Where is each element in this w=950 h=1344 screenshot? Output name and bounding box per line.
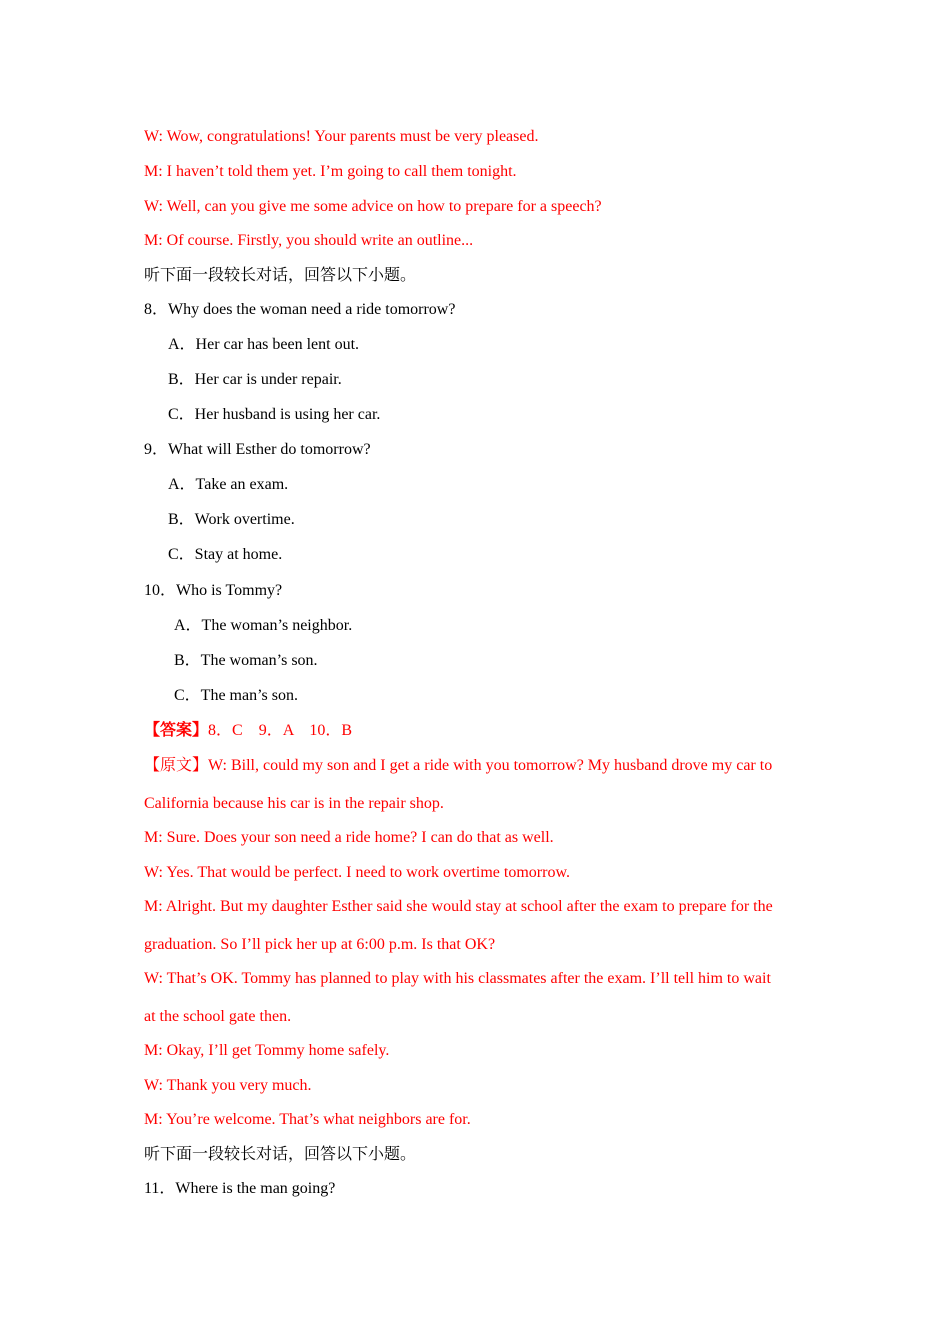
original-line: M: Sure. Does your son need a ride home? I can do that as well.	[144, 829, 554, 846]
question-8-option-b: B．Her car is under repair.	[168, 371, 342, 388]
question-9-stem: 9．What will Esther do tomorrow?	[144, 441, 371, 458]
section-instruction: 听下面一段较长对话，回答以下小题。	[144, 267, 417, 284]
question-10-option-a: A．The woman’s neighbor.	[174, 617, 353, 634]
transcript-line: W: Well, can you give me some advice on how to prepare for a speech?	[144, 198, 602, 215]
question-11-stem: 11．Where is the man going?	[144, 1180, 336, 1197]
section-instruction: 听下面一段较长对话，回答以下小题。	[144, 1146, 417, 1163]
original-line: California because his car is in the repair shop.	[144, 795, 444, 812]
question-9-option-b: B．Work overtime.	[168, 511, 295, 528]
original-line: M: Okay, I’ll get Tommy home safely.	[144, 1042, 390, 1059]
answer-line	[144, 721, 352, 741]
original-label: 【原文】	[144, 757, 209, 774]
transcript-line: M: I haven’t told them yet. I’m going to call them tonight.	[144, 163, 517, 180]
question-10-stem: 10．Who is Tommy?	[144, 582, 283, 599]
original-line: M: You’re welcome. That’s what neighbors are for.	[144, 1111, 471, 1128]
question-9-option-a: A．Take an exam.	[168, 476, 289, 493]
answer-text: 8．C 9．A 10．B	[208, 722, 353, 739]
question-10-option-b: B．The woman’s son.	[174, 652, 318, 669]
transcript-line: M: Of course. Firstly, you should write an outline...	[144, 232, 474, 249]
question-8-stem: 8．Why does the woman need a ride tomorrow?	[144, 301, 456, 318]
original-line: W: Yes. That would be perfect. I need to work overtime tomorrow.	[144, 864, 570, 881]
question-8-option-c: C．Her husband is using her car.	[168, 406, 381, 423]
answer-label: 【答案】	[144, 722, 209, 739]
original-line: M: Alright. But my daughter Esther said she would stay at school after the exam to prepare for the	[144, 898, 773, 915]
original-line: W: Thank you very much.	[144, 1077, 312, 1094]
original-text: W: Bill, could my son and I get a ride with you tomorrow? My husband drove my car to	[208, 757, 773, 774]
transcript-line: W: Wow, congratulations! Your parents must be very pleased.	[144, 128, 539, 145]
original-line: graduation. So I’ll pick her up at 6:00 p.m. Is that OK?	[144, 936, 496, 953]
question-8-option-a: A．Her car has been lent out.	[168, 336, 360, 353]
question-10-option-c: C．The man’s son.	[174, 687, 298, 704]
question-9-option-c: C．Stay at home.	[168, 546, 283, 563]
original-line: at the school gate then.	[144, 1008, 292, 1025]
original-line	[144, 756, 772, 776]
original-line: W: That’s OK. Tommy has planned to play with his classmates after the exam. I’ll tell him to wait	[144, 970, 771, 987]
